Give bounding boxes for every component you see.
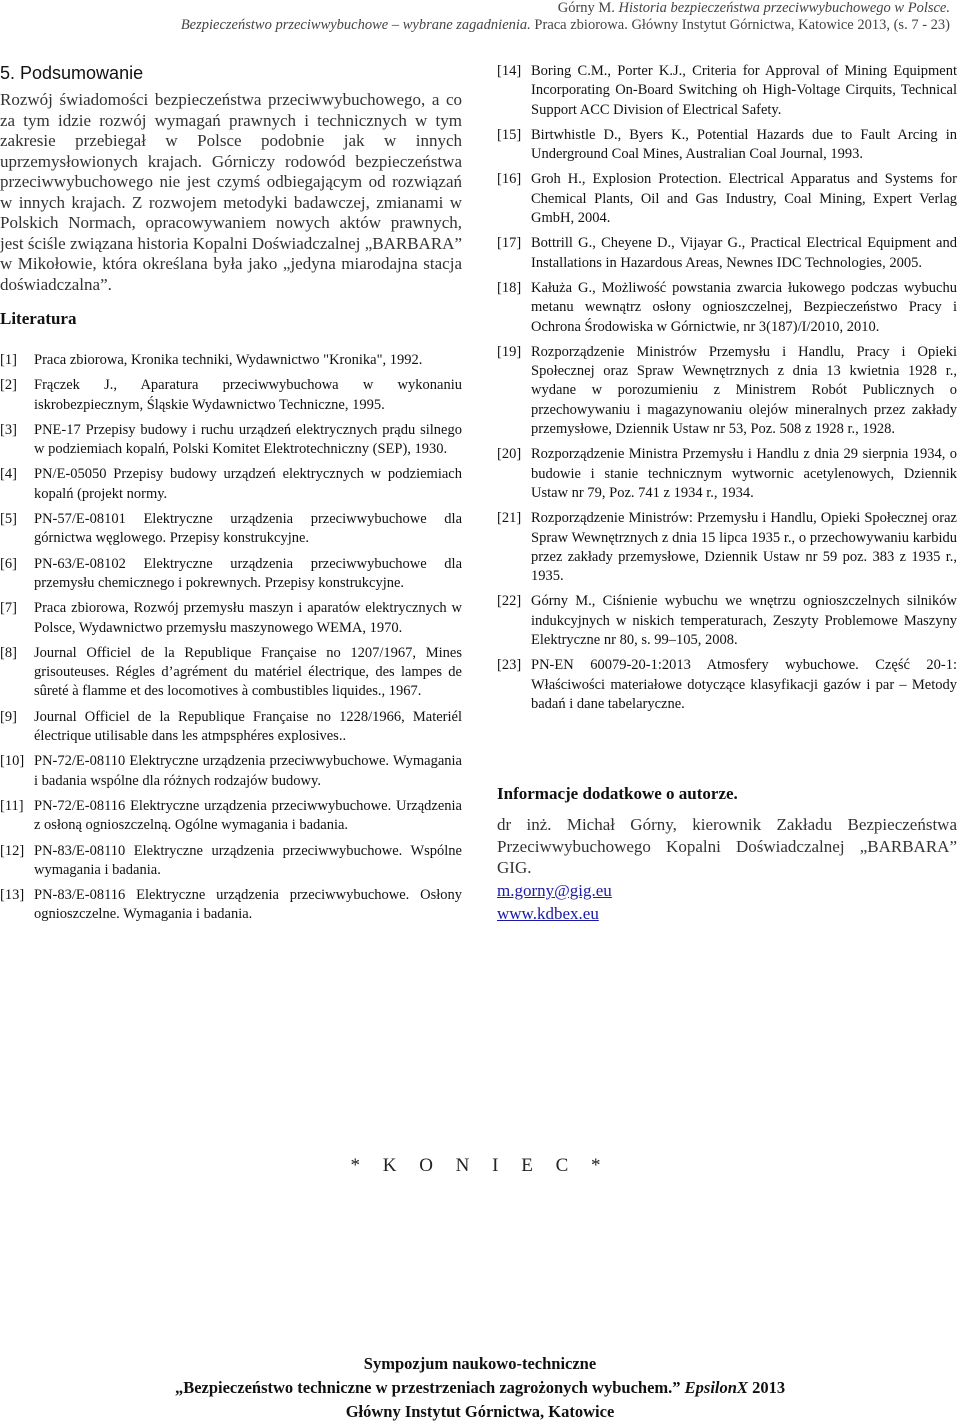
reference-number: [12] bbox=[0, 842, 25, 859]
header-book: Bezpieczeństwo przeciwwybuchowe – wybrane zagadnienia. bbox=[180, 17, 531, 33]
reference-text: PN-83/E-08110 Elektryczne urządzenia przeciwwybuchowe. Wspólne wymagania i badania. bbox=[34, 842, 462, 878]
reference-text: Górny M., Ciśnienie wybuchu we wnętrzu ognioszczelnych silników indukcyjnych w niskich temperaturach, Zeszyty Problemowe Maszyny Elektryczne nr 80, s. 99–105, 2008. bbox=[531, 593, 957, 649]
reference-number: [21] bbox=[497, 510, 522, 527]
reference-item bbox=[497, 592, 957, 650]
left-column bbox=[0, 62, 462, 931]
reference-item bbox=[497, 170, 957, 228]
reference-number: [13] bbox=[0, 887, 25, 904]
reference-text: Birtwhistle D., Byers K., Potential Hazards due to Fault Arcing in Underground Coal Mines, Australian Coal Journal, 1993. bbox=[531, 126, 957, 163]
reference-number: [2] bbox=[0, 377, 17, 394]
end-mark: * K O N I E C * bbox=[350, 1155, 610, 1176]
reference-item bbox=[497, 126, 957, 165]
reference-number: [6] bbox=[0, 555, 17, 572]
reference-item bbox=[497, 343, 957, 439]
reference-number: [9] bbox=[0, 708, 17, 725]
reference-item bbox=[497, 656, 957, 714]
footer-brand: EpsilonX bbox=[684, 1378, 748, 1397]
reference-text: PN-72/E-08116 Elektryczne urządzenia przeciwwybuchowe. Urządzenia z osłoną ognioszczelną. Ogólne wymagania i badania. bbox=[34, 797, 462, 834]
author-info-text: dr inż. Michał Górny, kierownik Zakładu Bezpieczeństwa Przeciwwybuchowego Kopalni Doświadczalnej „BARBARA” GIG. bbox=[497, 815, 957, 878]
reference-text: PN-EN 60079-20-1:2013 Atmosfery wybuchowe. Część 20-1: Właściwości materiałowe dotyczące klasyfikacji gazów i par – Metody badań i dane tabelaryczne. bbox=[531, 657, 957, 712]
running-header bbox=[60, 0, 950, 34]
summary-text: Rozwój świadomości bezpieczeństwa przeciwwybuchowego, a co za tym idzie rozwój wymagań prawnych i technicznych w tym zakresie przebiegał w Polsce podobnie jak w innych uprzemysłowionych krajach. Górniczy rodowód bezpieczeństwa przeciwwybuchowego nie jest czymś odbiegającym od rozwiązań w innych krajach. Z rozwojem metodyki badawczej, zmianami w Polskich Normach, opracowywaniem nowych aktów prawnych, jest ściśle związana historia Kopalni Doświadczalnej „BARBARA” w Mikołowie, która określana była jako „jedyna miarodajna stacja doświadczalna”. bbox=[0, 90, 462, 294]
reference-text: PNE-17 Przepisy budowy i ruchu urządzeń elektrycznych prądu silnego w podziemiach kopalń, Polski Komitet Elektrotechniczny (SEP), 1930. bbox=[34, 421, 462, 458]
reference-item bbox=[497, 234, 957, 273]
reference-text: Journal Officiel de la Republique Française no 1207/1967, Mines grisouteuses. Régles d’agrément du matériel électrique, des lampes de sûreté à flamme et des locomotives à combustibles liquides., 1967. bbox=[34, 644, 462, 700]
reference-item bbox=[0, 510, 462, 549]
reference-text: Groh H., Explosion Protection. Electrical Apparatus and Systems for Chemical Plants, Oil and Gas Industry, Coal Mining, Expert Verlag GmbH, 2004. bbox=[531, 171, 957, 227]
reference-number: [19] bbox=[497, 343, 522, 360]
reference-text: PN-63/E-08102 Elektryczne urządzenia przeciwwybuchowe dla przemysłu chemicznego i pokrewnych. Przepisy konstrukcyjne. bbox=[34, 555, 462, 591]
reference-number: [10] bbox=[0, 753, 25, 770]
reference-text: PN/E-05050 Przepisy budowy urządzeń elektrycznych w podziemiach kopalń (projekt normy. bbox=[34, 466, 462, 502]
reference-text: Kałuża G., Możliwość powstania zwarcia łukowego podczas wybuchu metanu wewnątrz osłony ognioszczelnej, Bezpieczeństwo Pracy i Ochrona Środowiska w Górnictwie, nr 3(187)/I/2010, 2010. bbox=[531, 279, 957, 335]
reference-number: [5] bbox=[0, 511, 17, 528]
reference-text: PN-72/E-08110 Elektryczne urządzenia przeciwwybuchowe. Wymagania i badania wspólne dla różnych rodzajów budowy. bbox=[34, 753, 462, 789]
page-footer bbox=[0, 1352, 960, 1424]
reference-number: [15] bbox=[497, 126, 522, 143]
reference-item bbox=[0, 886, 462, 925]
reference-item bbox=[0, 599, 462, 638]
reference-text: PN-57/E-08101 Elektryczne urządzenia przeciwwybuchowe dla górnictwa węglowego. Przepisy konstrukcyjne. bbox=[34, 511, 462, 547]
reference-item bbox=[0, 351, 462, 370]
reference-item bbox=[497, 509, 957, 586]
reference-number: [16] bbox=[497, 171, 522, 188]
reference-text: Rozporządzenie Ministrów: Przemysłu i Handlu, Opieki Społecznej oraz Spraw Wewnętrznych z dnia 15 lipca 1935 r., o przechowywaniu karbidu przez zakłady przemysłowe, Dziennik Ustaw nr 59 poz. 383 z 1935 r., 1935. bbox=[531, 510, 957, 585]
reference-item bbox=[0, 708, 462, 747]
reference-list-left bbox=[0, 351, 462, 925]
header-line-2 bbox=[60, 17, 950, 34]
reference-text: Praca zbiorowa, Kronika techniki, Wydawnictwo "Kronika", 1992. bbox=[34, 352, 423, 368]
reference-item bbox=[0, 376, 462, 415]
reference-number: [7] bbox=[0, 600, 17, 617]
website-link[interactable]: www.kdbex.eu bbox=[497, 903, 599, 923]
reference-item bbox=[0, 421, 462, 460]
reference-number: [11] bbox=[0, 797, 24, 814]
reference-item bbox=[497, 445, 957, 503]
reference-item bbox=[497, 279, 957, 337]
reference-number: [14] bbox=[497, 63, 522, 79]
reference-text: Rozporządzenie Ministra Przemysłu i Handlu z dnia 29 sierpnia 1934, o budowie i stanie technicznym wytwornic acetylenowych, Dziennik Ustaw nr 79, Poz. 741 z 1934 r., 1934. bbox=[531, 446, 957, 501]
footer-line-3: Główny Instytut Górnictwa, Katowice bbox=[345, 1402, 615, 1421]
reference-number: [20] bbox=[497, 446, 522, 463]
reference-item bbox=[0, 465, 462, 504]
author-email-link[interactable]: m.gorny@gig.eu bbox=[497, 880, 612, 900]
literature-heading: Literatura bbox=[0, 309, 77, 328]
reference-text: Journal Officiel de la Republique Française no 1228/1966, Materiél électrique utilisable dans les atmpsphéres explosives.. bbox=[34, 708, 462, 745]
right-column bbox=[497, 62, 957, 925]
summary-heading: 5. Podsumowanie bbox=[0, 63, 144, 83]
reference-number: [18] bbox=[497, 279, 522, 296]
reference-list-right bbox=[497, 62, 957, 714]
footer-year: 2013 bbox=[752, 1378, 786, 1397]
reference-item bbox=[0, 842, 462, 881]
reference-text: Rozporządzenie Ministrów Przemysłu i Handlu, Pracy i Opieki Społecznej oraz Spraw Wewnętrznych z dnia 13 kwietnia 1928 r., wydane w porozumieniu z Ministrem Robót Publicznych o przechowywaniu i magazynowaniu olejów mineralnych przez zakłady przemysłowe, Dziennik Ustaw nr 53, Poz. 508 z 1928 r., 1928. bbox=[531, 343, 957, 438]
reference-number: [23] bbox=[497, 657, 522, 674]
reference-item bbox=[0, 752, 462, 791]
reference-item bbox=[497, 62, 957, 120]
reference-text: Bottrill G., Cheyene D., Vijayar G., Practical Electrical Equipment and Installations in Hazardous Areas, Newnes IDC Technologies, 2005. bbox=[531, 235, 957, 271]
reference-text: Boring C.M., Porter K.J., Criteria for Approval of Mining Equipment Incorporating On-Board Switching oh High-Voltage Cirquits, Technical Support ACC Division of Electrical Safety. bbox=[531, 63, 957, 118]
reference-number: [1] bbox=[0, 352, 17, 368]
footer-event-title: „Bezpieczeństwo techniczne w przestrzeniach zagrożonych wybuchem.” bbox=[174, 1378, 681, 1397]
reference-item bbox=[0, 644, 462, 702]
author-info-heading: Informacje dodatkowe o autorze. bbox=[497, 784, 738, 804]
reference-item bbox=[0, 797, 462, 836]
reference-number: [17] bbox=[497, 235, 522, 252]
footer-line-1: Sympozjum naukowo-techniczne bbox=[363, 1354, 597, 1373]
reference-text: Frączek J., Aparatura przeciwwybuchowa w wykonaniu iskrobezpiecznym, Śląskie Wydawnictwo Techniczne, 1995. bbox=[34, 377, 462, 413]
header-publication: Praca zbiorowa. Główny Instytut Górnictwa, Katowice 2013, (s. 7 - 23) bbox=[534, 17, 950, 33]
reference-item bbox=[0, 555, 462, 594]
header-author: Górny M. bbox=[557, 0, 615, 16]
reference-number: [4] bbox=[0, 466, 17, 483]
reference-number: [22] bbox=[497, 593, 522, 610]
footer-line-2 bbox=[0, 1376, 960, 1400]
reference-text: PN-83/E-08116 Elektryczne urządzenia przeciwwybuchowe. Osłony ognioszczelne. Wymagania i badania. bbox=[34, 887, 462, 923]
reference-text: Praca zbiorowa, Rozwój przemysłu maszyn i aparatów elektrycznych w Polsce, Wydawnictwo przemysłu maszynowego WEMA, 1970. bbox=[34, 600, 462, 636]
header-title: Historia bezpieczeństwa przeciwwybuchowego w Polsce. bbox=[618, 0, 950, 16]
header-line-1 bbox=[60, 0, 950, 17]
reference-number: [8] bbox=[0, 644, 17, 661]
reference-number: [3] bbox=[0, 421, 17, 438]
